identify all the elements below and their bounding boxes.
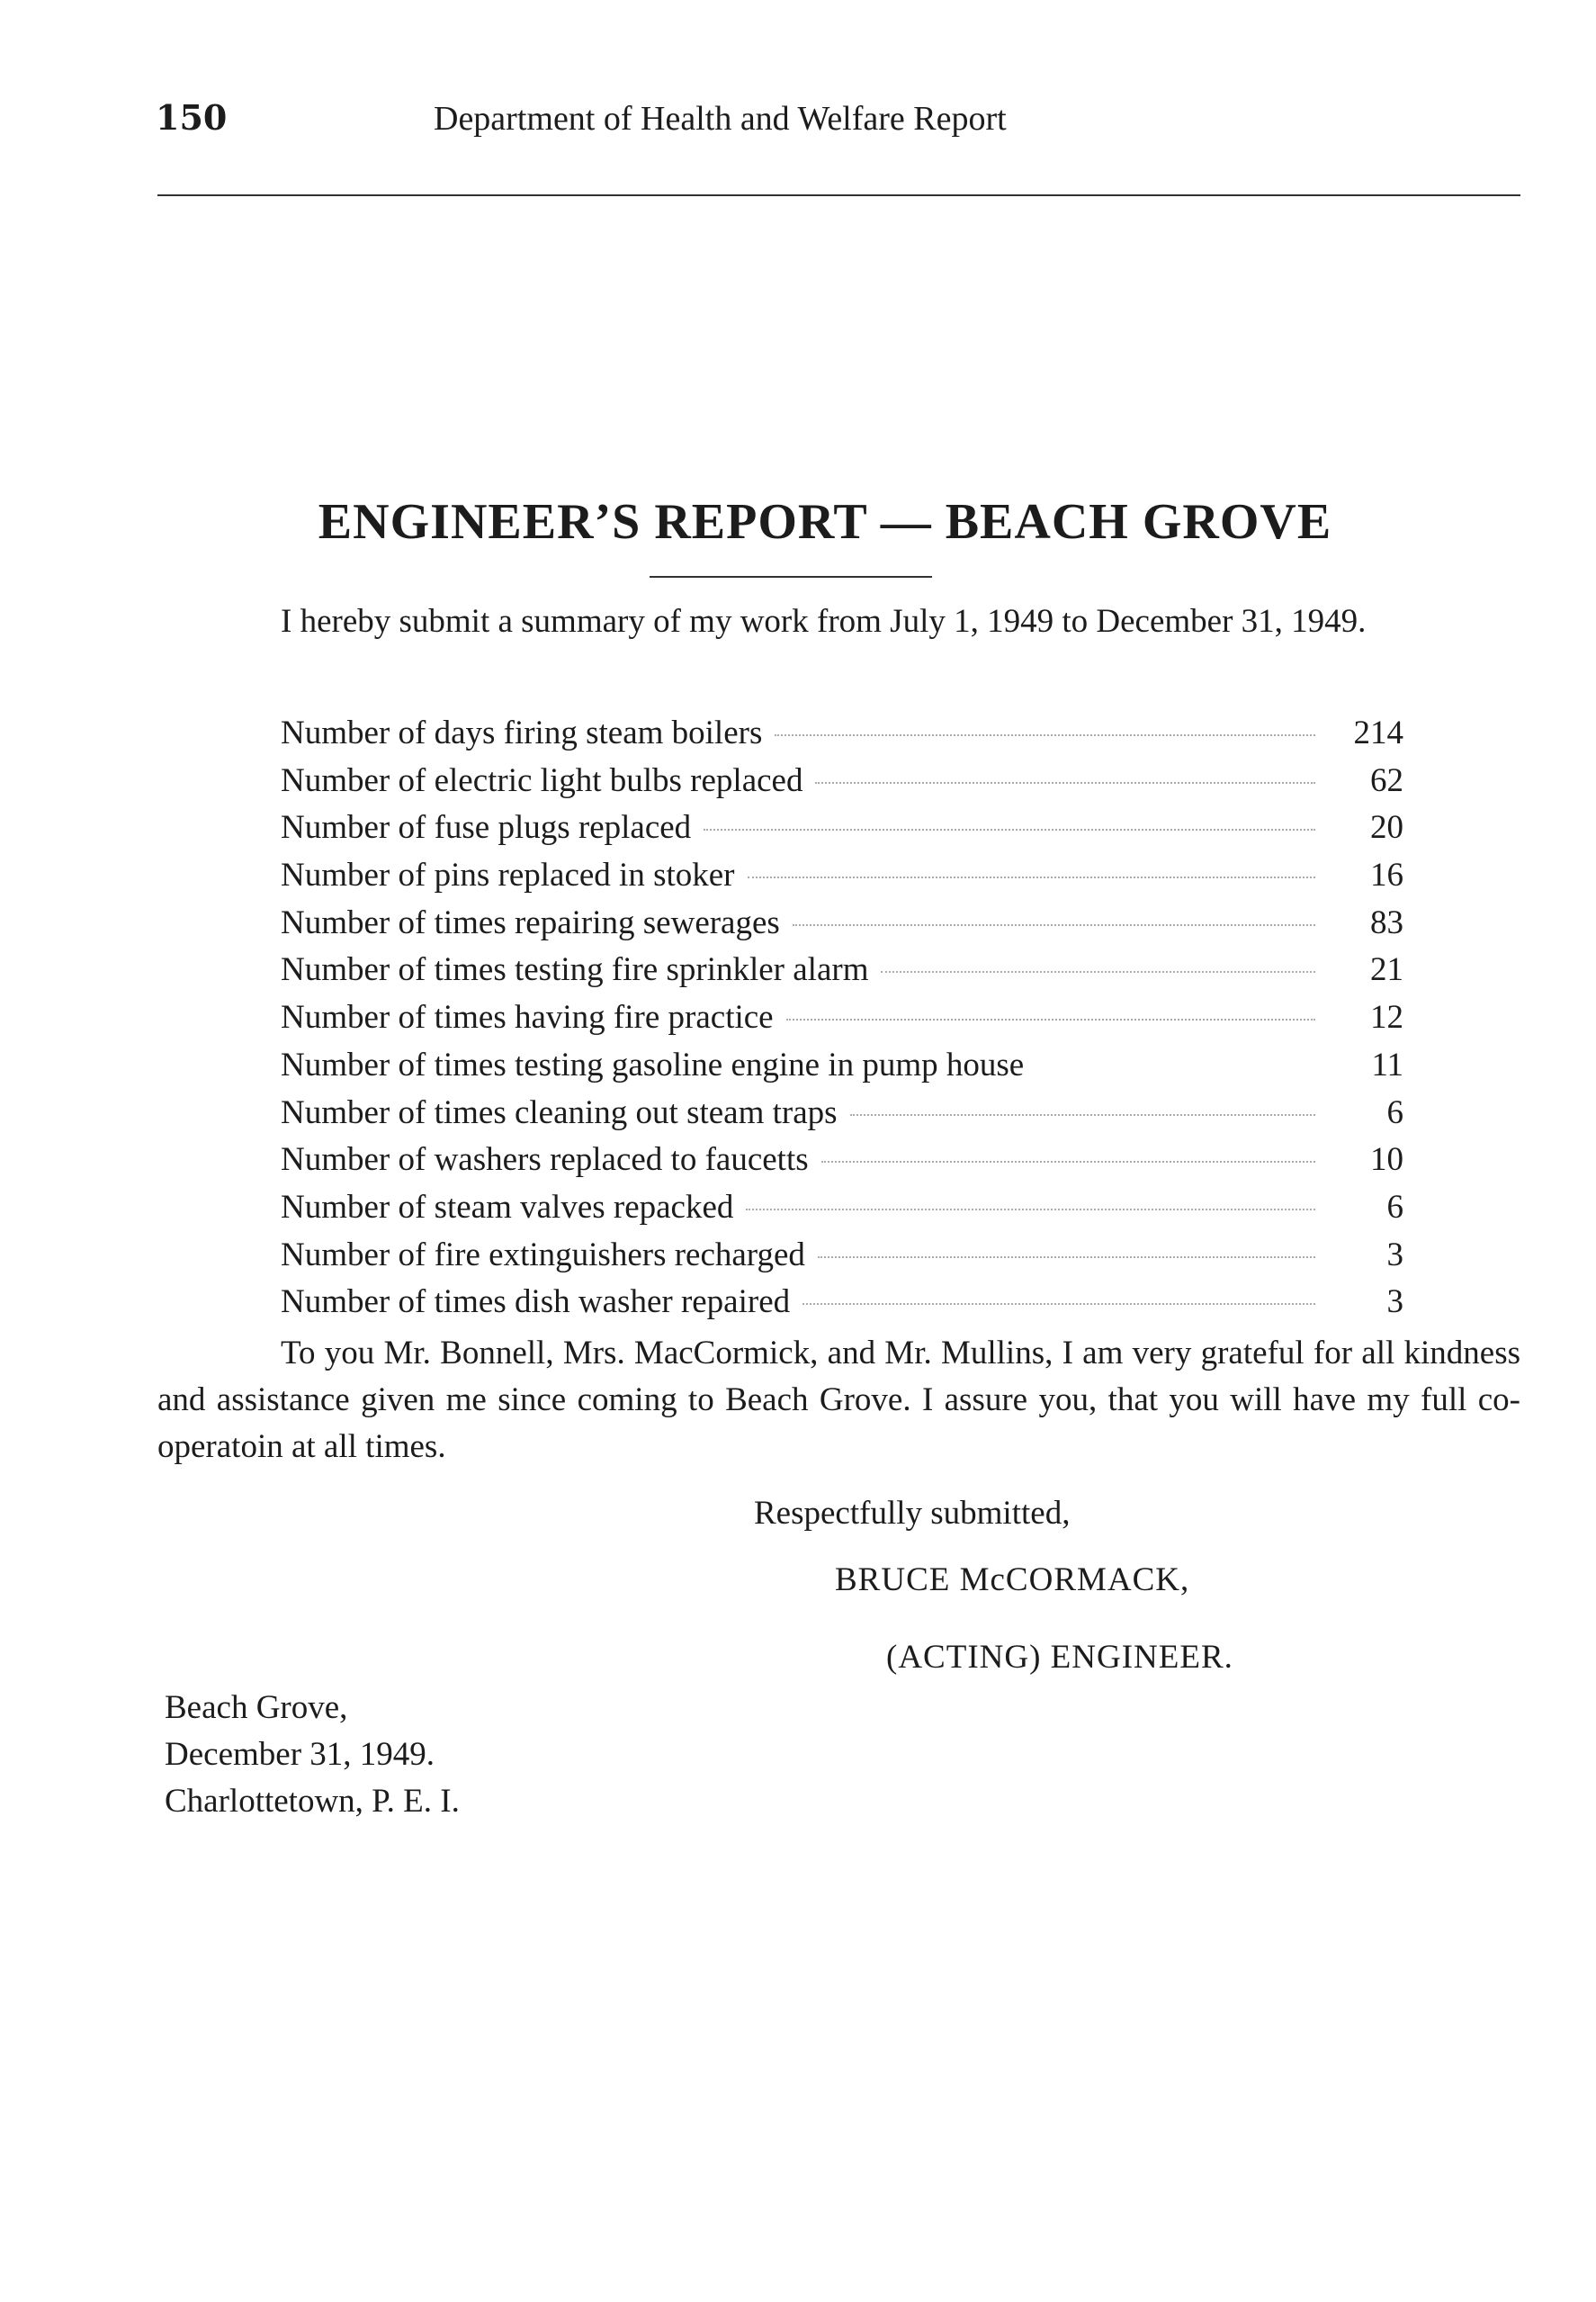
item-value: 10 xyxy=(1370,1141,1403,1179)
item-label: Number of times having fire practice xyxy=(281,999,774,1037)
item-value: 16 xyxy=(1370,857,1403,895)
dot-leader xyxy=(786,1019,1315,1021)
dot-leader xyxy=(746,1209,1315,1210)
title-rule xyxy=(650,576,932,578)
dot-leader xyxy=(818,1256,1315,1258)
item-label: Number of fire extinguishers recharged xyxy=(281,1236,805,1273)
item-label: Number of electric light bulbs replaced xyxy=(281,761,803,799)
item-value: 62 xyxy=(1370,761,1403,799)
dot-leader xyxy=(815,782,1315,784)
page-number: 150 xyxy=(156,97,228,138)
signer-title: (ACTING) ENGINEER. xyxy=(886,1639,1233,1676)
item-value: 6 xyxy=(1386,1093,1403,1131)
list-item xyxy=(281,856,1403,904)
item-value: 21 xyxy=(1370,951,1403,989)
signer-name: BRUCE McCORMACK, xyxy=(835,1561,1190,1598)
item-value: 214 xyxy=(1353,715,1403,751)
header-rule xyxy=(157,194,1520,196)
item-label: Number of times dish washer repaired xyxy=(281,1283,791,1321)
item-label: Number of times repairing sewerages xyxy=(281,904,780,941)
item-value: 11 xyxy=(1371,1046,1403,1084)
closing-line: Respectfully submitted, xyxy=(754,1495,1071,1532)
list-item xyxy=(281,761,1403,809)
list-item xyxy=(281,1282,1403,1330)
list-item xyxy=(281,714,1403,761)
report-title: ENGINEER’S REPORT — BEACH GROVE xyxy=(318,494,1332,550)
list-item xyxy=(281,998,1403,1046)
list-item xyxy=(281,1046,1403,1093)
dot-leader xyxy=(850,1114,1315,1116)
dot-leader xyxy=(881,971,1315,973)
dot-leader xyxy=(748,877,1316,878)
date-line: December 31, 1949. xyxy=(165,1736,435,1773)
intro-paragraph: I hereby submit a summary of my work from July 1, 1949 to December 31, 1949. xyxy=(281,603,1367,640)
dot-leader xyxy=(821,1161,1315,1163)
dot-leader xyxy=(802,1303,1315,1305)
thanks-paragraph: To you Mr. Bonnell, Mrs. MacCormick, and Mr. Mullins, I am very grateful for all kindness and assistance given me since coming to Beach Grove. I assure you, that you will have my full co-operatoin at all times. xyxy=(157,1335,1520,1465)
item-value: 20 xyxy=(1370,809,1403,847)
item-label: Number of days firing steam boilers xyxy=(281,715,763,751)
list-item xyxy=(281,808,1403,856)
item-label: Number of times cleaning out steam traps xyxy=(281,1093,838,1131)
list-item xyxy=(281,1236,1403,1283)
item-value: 6 xyxy=(1386,1188,1403,1226)
place-line: Beach Grove, xyxy=(165,1689,348,1726)
city-line: Charlottetown, P. E. I. xyxy=(165,1783,460,1820)
list-item xyxy=(281,1140,1403,1188)
running-title: Department of Health and Welfare Report xyxy=(434,100,1007,138)
item-label: Number of times testing fire sprinkler alarm xyxy=(281,951,869,989)
item-value: 3 xyxy=(1386,1236,1403,1273)
dot-leader xyxy=(793,924,1315,926)
item-value: 3 xyxy=(1386,1283,1403,1321)
work-summary-list xyxy=(281,714,1403,1330)
list-item xyxy=(281,1093,1403,1141)
list-item xyxy=(281,904,1403,951)
item-value: 12 xyxy=(1370,999,1403,1037)
dot-leader xyxy=(775,734,1315,736)
list-item xyxy=(281,1188,1403,1236)
item-value: 83 xyxy=(1370,904,1403,941)
place-and-date xyxy=(165,1685,460,1825)
item-label: Number of washers replaced to faucetts xyxy=(281,1141,809,1179)
list-item xyxy=(281,950,1403,998)
item-label: Number of times testing gasoline engine in pump house xyxy=(281,1046,1025,1084)
dot-leader xyxy=(704,829,1315,831)
item-label: Number of steam valves repacked xyxy=(281,1188,734,1226)
item-label: Number of pins replaced in stoker xyxy=(281,857,735,895)
item-label: Number of fuse plugs replaced xyxy=(281,809,692,847)
